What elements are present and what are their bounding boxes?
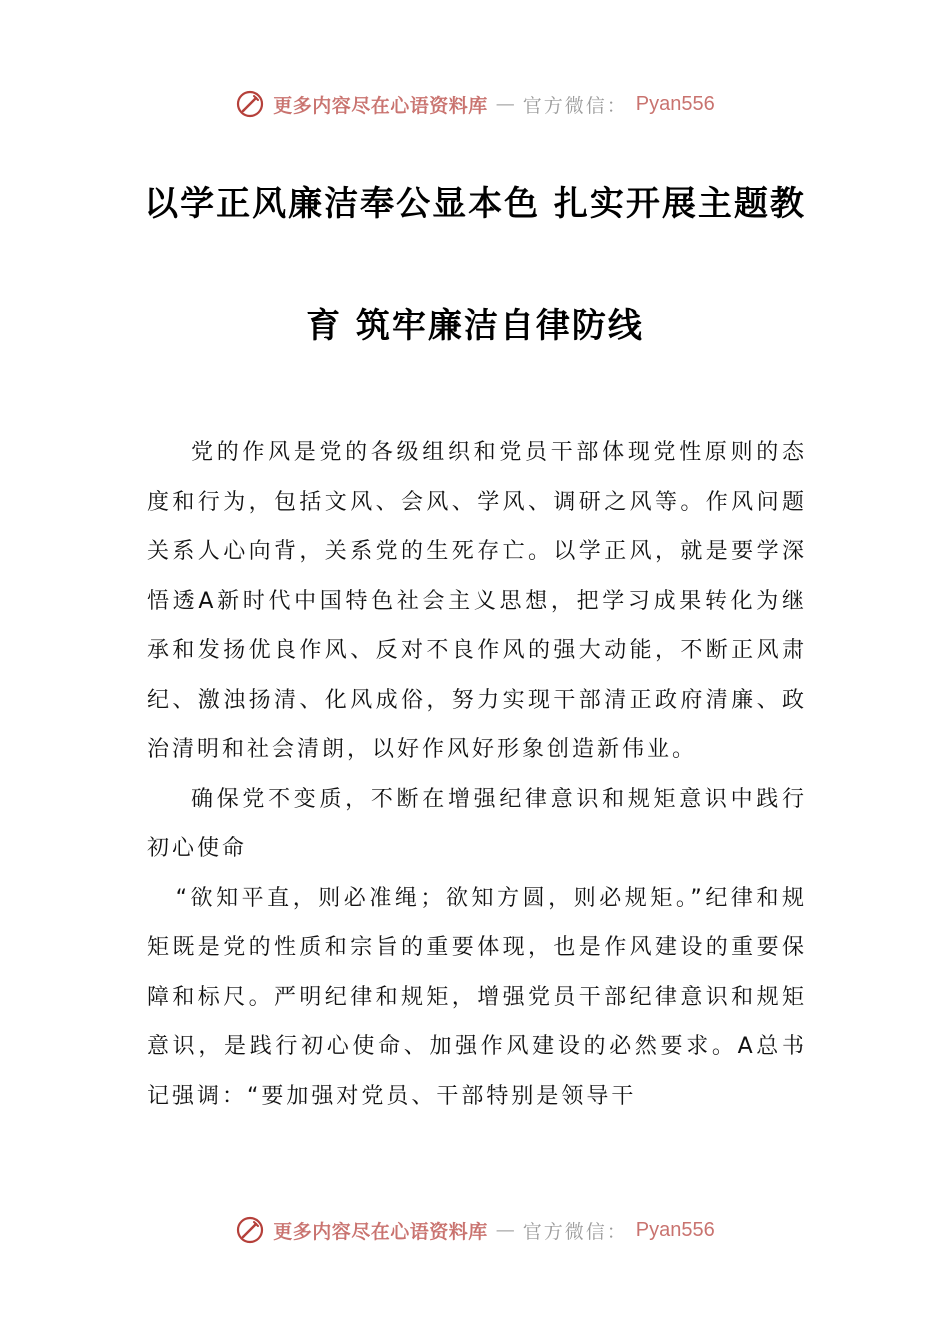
- watermark-wechat-label: 官方微信：: [522, 1220, 628, 1243]
- watermark-header: [0, 84, 950, 124]
- watermark-text: 更多内容尽在心语资料库: [273, 94, 488, 117]
- watermark-dash: —: [495, 1219, 515, 1241]
- document-body: [147, 428, 807, 1121]
- paragraph-1: 党的作风是党的各级组织和党员干部体现党性原则的态度和行为，包括文风、会风、学风、调研之风等。作风问题关系人心向背，关系党的生死存亡。以学正风，就是要学深悟透A新时代中国特色社会主义思想，把学习成果转化为继承和发扬优良作风、反对不良作风的强大动能，不断正风肃纪、激浊扬清、化风成俗，努力实现干部清正政府清廉、政治清明和社会清朗，以好作风好形象创造新伟业。: [147, 440, 807, 762]
- watermark-text: 更多内容尽在心语资料库: [273, 1220, 488, 1243]
- pen-logo-icon: [235, 1215, 265, 1245]
- watermark-wechat-id: Pyan556: [635, 1218, 715, 1241]
- watermark-wechat-label: 官方微信：: [522, 94, 628, 117]
- watermark-dash: —: [495, 93, 515, 115]
- watermark-footer: [0, 1210, 950, 1250]
- pen-logo-icon: [235, 89, 265, 119]
- document-title-line-2: 育 筑牢廉洁自律防线: [306, 306, 644, 346]
- watermark-wechat-id: Pyan556: [635, 92, 715, 115]
- paragraph-3: “欲知平直，则必准绳；欲知方圆，则必规矩。”纪律和规矩既是党的性质和宗旨的重要体现，也是作风建设的重要保障和标尺。严明纪律和规矩，增强党员干部纪律意识和规矩意识，是践行初心使命、加强作风建设的必然要求。A总书记强调：“要加强对党员、干部特别是领导干: [147, 885, 807, 1109]
- paragraph-2: 确保党不变质，不断在增强纪律意识和规矩意识中践行初心使命: [147, 786, 807, 861]
- document-title-line-1: 以学正风廉洁奉公显本色 扎实开展主题教: [144, 184, 806, 224]
